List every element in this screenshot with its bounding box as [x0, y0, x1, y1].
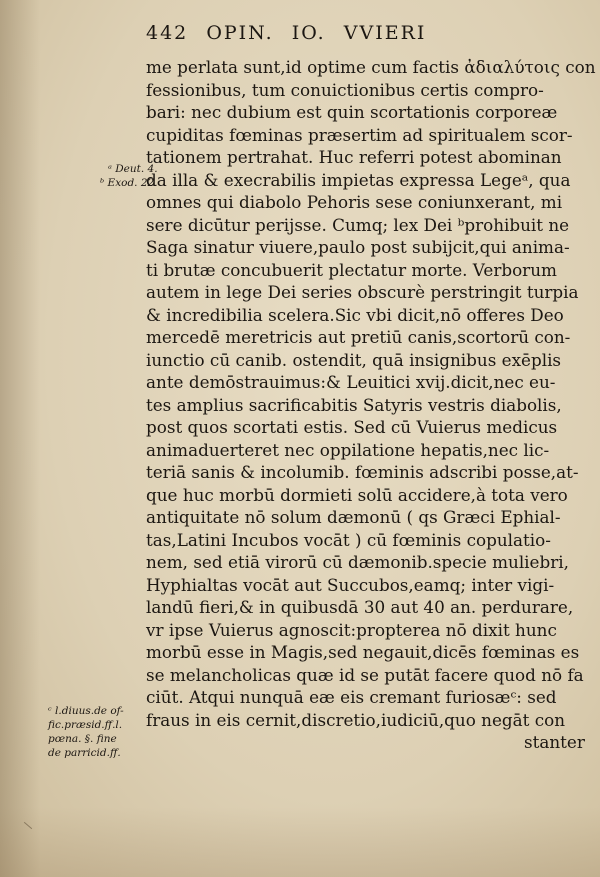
text-line: post quos scortati estis. Sed cū Vuierus medicus	[146, 417, 558, 437]
text-line: Hyphialtas vocāt aut Succubos,eamq; inter vigi-	[146, 574, 555, 595]
margin-note-legal	[48, 704, 124, 760]
text-line: tationem pertrahat. Huc referri potest abominan	[146, 147, 562, 167]
running-title-part: VVIERI	[343, 22, 427, 44]
text-line: fessionibus, tum conuictionibus certis compro-	[146, 79, 544, 100]
text-line: landū fieri,& in quibusdā 30 aut 40 an. perdurare,	[146, 597, 574, 617]
text-line: ante demōstrauimus:& Leuitici xvij.dicit,nec eu-	[146, 372, 556, 392]
text-line: bari: nec dubium est quin scortationis corporeæ	[146, 102, 558, 122]
catchword: stanter	[524, 732, 585, 752]
text-line: teriā sanis & incolumib. fœminis adscribi posse,at-	[146, 462, 579, 482]
text-line: sere dicūtur perijsse. Cumq; lex Dei ᵇprohibuit ne	[146, 214, 570, 235]
page-bottom-shadow	[0, 807, 600, 877]
margin-note-line: pœna. §. fine	[48, 733, 117, 745]
text-line: ciūt. Atqui nunquā eæ eis cremant furiosæᶜ: sed	[146, 687, 557, 707]
page-number: 442	[146, 22, 189, 44]
text-line: nem, sed etiā virorū cū dæmonib.specie muliebri,	[146, 552, 569, 572]
text-line: da illa & execrabilis impietas expressa Legeᵃ, qua	[146, 169, 571, 190]
text-line: que huc morbū dormieti solū accidere,à tota vero	[146, 484, 568, 505]
text-line: iunctio cū canib. ostendit, quā insignibus exēplis	[146, 349, 562, 370]
running-title-part: OPIN.	[206, 22, 274, 44]
text-line: antiquitate nō solum dæmonū ( qs Græci Ephial-	[146, 507, 561, 527]
text-line: cupiditas fœminas præsertim ad spiritualem scor-	[146, 124, 573, 145]
margin-note-line: de parricid.ff.	[48, 747, 121, 759]
page-gutter-shadow	[0, 0, 40, 877]
margin-note-line: fic.præsid.ff.l.	[48, 719, 123, 731]
text-line: morbū esse in Magis,sed negauit,dicēs fœminas es	[146, 642, 580, 662]
margin-note-line: ᶜ l.diuus.de of-	[48, 705, 124, 717]
text-line: me perlata sunt,id optime cum factis ἀδιαλύτοις con	[146, 57, 596, 77]
text-line: se melancholicas quæ id se putāt facere quod nō fa	[146, 664, 584, 685]
text-line: omnes qui diabolo Pehoris sese coniunxerant, mi	[146, 192, 563, 212]
text-line: ti brutæ concubuerit plectatur morte. Verborum	[146, 259, 557, 280]
body-text	[146, 56, 596, 754]
text-line: vr ipse Vuierus agnoscit:propterea nō dixit hunc	[146, 619, 557, 640]
margin-note-line: ᵃ Deut. 4.	[107, 163, 158, 175]
running-header	[146, 22, 566, 50]
text-line: tes amplius sacrificabitis Satyris vestris diabolis,	[146, 394, 562, 415]
text-line: & incredibilia scelera.Sic vbi dicit,nō offeres Deo	[146, 304, 564, 325]
text-line: tas,Latini Incubos vocāt ) cū fœminis copulatio-	[146, 529, 551, 550]
running-title-part: IO.	[291, 22, 326, 44]
margin-note-line: ᵇ Exod. 22.	[100, 177, 158, 189]
text-line: animaduerteret nec oppilatione hepatis,nec lic-	[146, 439, 550, 460]
text-line: fraus in eis cernit,discretio,iudiciū,quo negāt con	[146, 709, 566, 730]
text-line: Saga sinatur viuere,paulo post subijcit,qui anima-	[146, 237, 570, 257]
text-line: mercedē meretricis aut pretiū canis,scortorū con-	[146, 327, 571, 347]
text-line: autem in lege Dei series obscurè perstringit turpia	[146, 282, 579, 302]
